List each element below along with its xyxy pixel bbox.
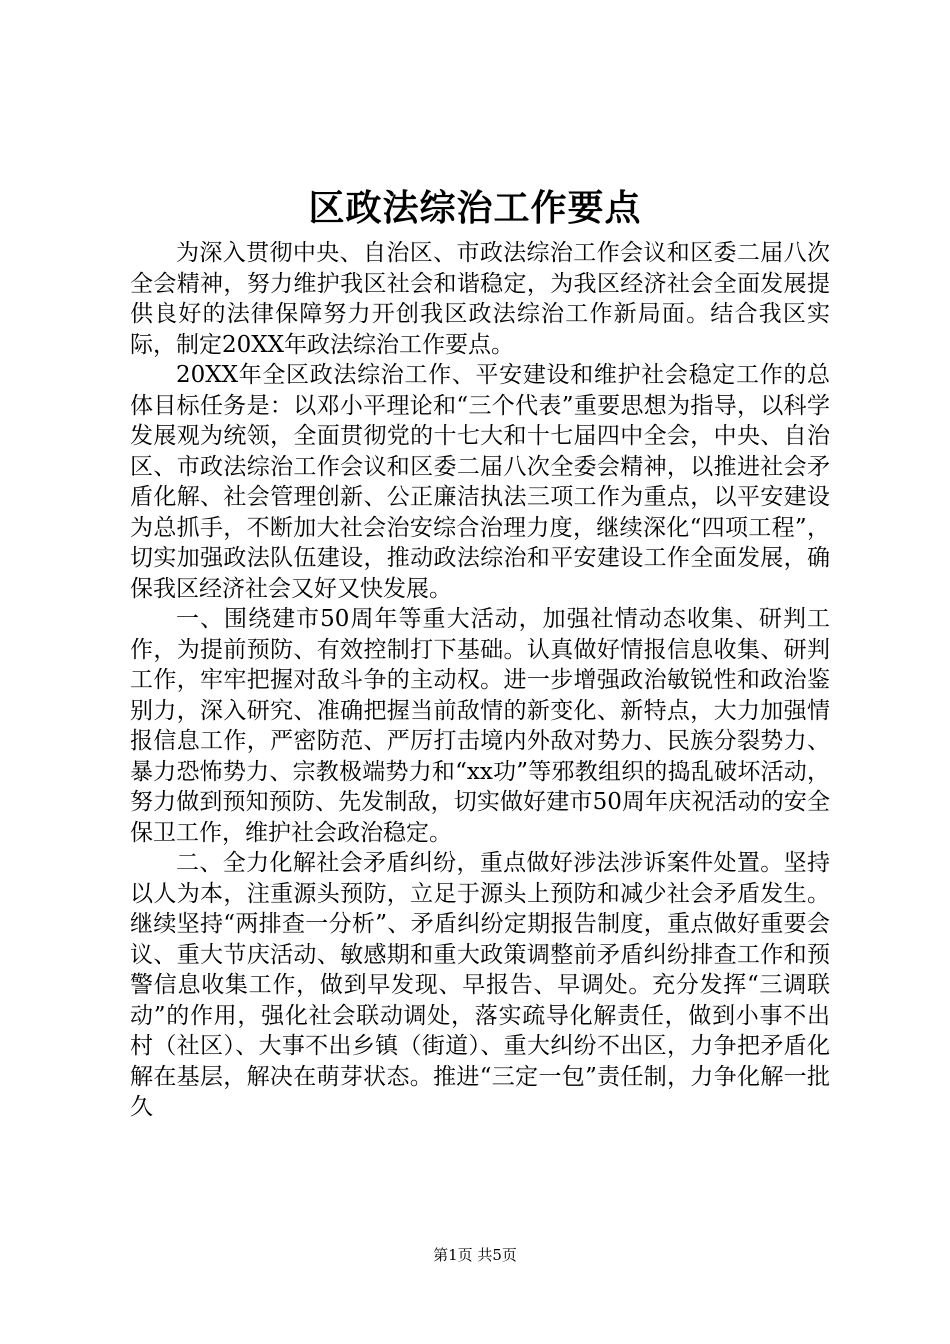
paragraph-overall-goal: 20XX年全区政法综治工作、平安建设和维护社会稳定工作的总体目标任务是：以邓小平理论和“三个代表”重要思想为指导，以科学发展观为统领，全面贯彻党的十七大和十七届四中全会，中央、自治区、市政法综治工作会议和区委二届八次全委会精神，以推进社会矛盾化解、社会管理创新、公正廉洁执法三项工作为重点，以平安建设为总抓手，不断加大社会治安综合治理力度，继续深化“四项工程”，切实加强政法队伍建设，推动政法综治和平安建设工作全面发展，确保我区经济社会又好又快发展。 xyxy=(130,362,830,602)
paragraph-section-two: 二、全力化解社会矛盾纠纷，重点做好涉法涉诉案件处置。坚持以人为本，注重源头预防，立足于源头上预防和减少社会矛盾发生。继续坚持“两排查一分析”、矛盾纠纷定期报告制度，重点做好重要会议、重大节庆活动、敏感期和重大政策调整前矛盾纠纷排查工作和预警信息收集工作，做到早发现、早报告、早调处。充分发挥“三调联动”的作用，强化社会联动调处，落实疏导化解责任，做到小事不出村（社区）、大事不出乡镇（街道）、重大纠纷不出区，力争把矛盾化解在基层，解决在萌芽状态。推进“三定一包”责任制，力争化解一批久 xyxy=(130,850,830,1120)
page-number-footer: 第1页 共5页 xyxy=(433,1246,517,1264)
paragraph-intro: 为深入贯彻中央、自治区、市政法综治工作会议和区委二届八次全会精神，努力维护我区社会和谐稳定，为我区经济社会全面发展提供良好的法律保障努力开创我区政法综治工作新局面。结合我区实际，制定20XX年政法综治工作要点。 xyxy=(130,240,830,358)
paragraph-section-one: 一、围绕建市50周年等重大活动，加强社情动态收集、研判工作，为提前预防、有效控制打下基础。认真做好情报信息收集、研判工作，牢牢把握对敌斗争的主动权。进一步增强政治敏锐性和政治鉴别力，深入研究、准确把握当前敌情的新变化、新特点，大力加强情报信息工作，严密防范、严厉打击境内外敌对势力、民族分裂势力、暴力恐怖势力、宗教极端势力和“xx功”等邪教组织的捣乱破坏活动，努力做到预知预防、先发制敌，切实做好建市50周年庆祝活动的安全保卫工作，维护社会政治稳定。 xyxy=(130,606,830,846)
document-title: 区政法综治工作要点 xyxy=(308,187,642,229)
document-body xyxy=(130,238,830,1123)
